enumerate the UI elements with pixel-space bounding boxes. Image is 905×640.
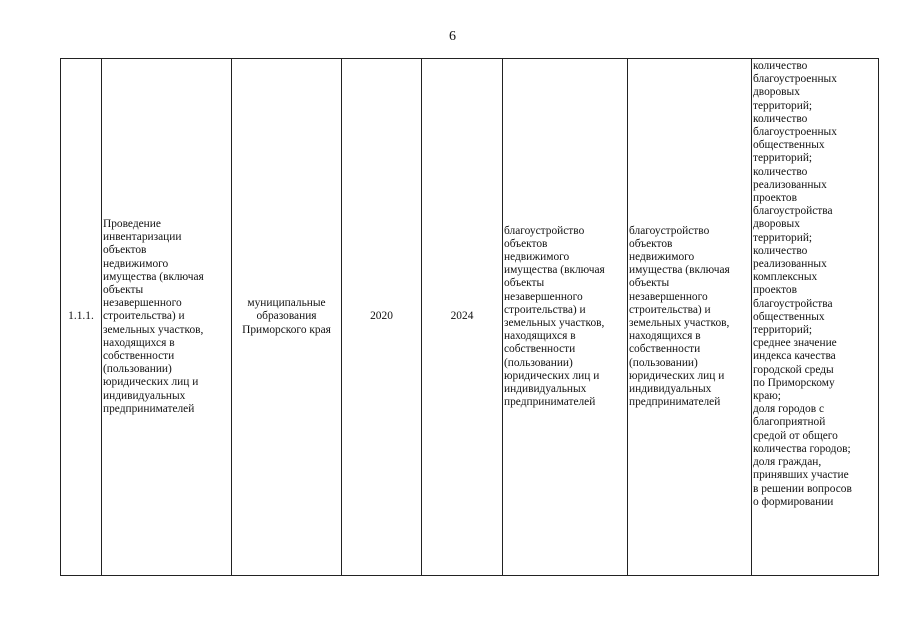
indicators: количество благоустроенных дворовых территорий; количество благоустроенных общественных территорий; количество реализованных проектов благоустройства дворовых территорий; количество реализованных комплексных проектов благоустройства общественных территорий; среднее значение индекса качества городской среды по Приморскому краю; доля городов с благоприятной средой от общего количества городов; доля граждан, принявших участие в решении вопросов о формировании [753, 60, 852, 508]
measures-table [60, 58, 879, 576]
page-number: 6 [449, 29, 456, 44]
final-result: благоустройство объектов недвижимого имущества (включая объекты незавершенного строительства) и земельных участков, находящихся в собственности (пользовании) юридических лиц и индивидуальных предпринимателей [629, 224, 730, 409]
final-result-cell [628, 59, 752, 576]
short-term-result-cell [503, 59, 628, 576]
start-year-cell [342, 59, 422, 576]
executor-cell [232, 59, 342, 576]
item-number: 1.1.1. [68, 310, 94, 323]
short-term-result: благоустройство объектов недвижимого имущества (включая объекты незавершенного строительства) и земельных участков, находящихся в собственности (пользовании) юридических лиц и индивидуальных предпринимателей [504, 224, 605, 409]
end-year: 2024 [450, 310, 474, 323]
measure-name-cell [102, 59, 232, 576]
table-row [61, 59, 879, 576]
measure-name: Проведение инвентаризации объектов недвижимого имущества (включая объекты незавершенного строительства) и земельных участков, находящихся в собственности (пользовании) юридических лиц и индивидуальных предпринимателей [103, 217, 204, 415]
end-year-cell [422, 59, 503, 576]
start-year: 2020 [370, 310, 393, 323]
indicators-cell [752, 59, 879, 576]
item-number-cell [61, 59, 102, 576]
executor: муниципальные образования Приморского края [242, 297, 331, 336]
